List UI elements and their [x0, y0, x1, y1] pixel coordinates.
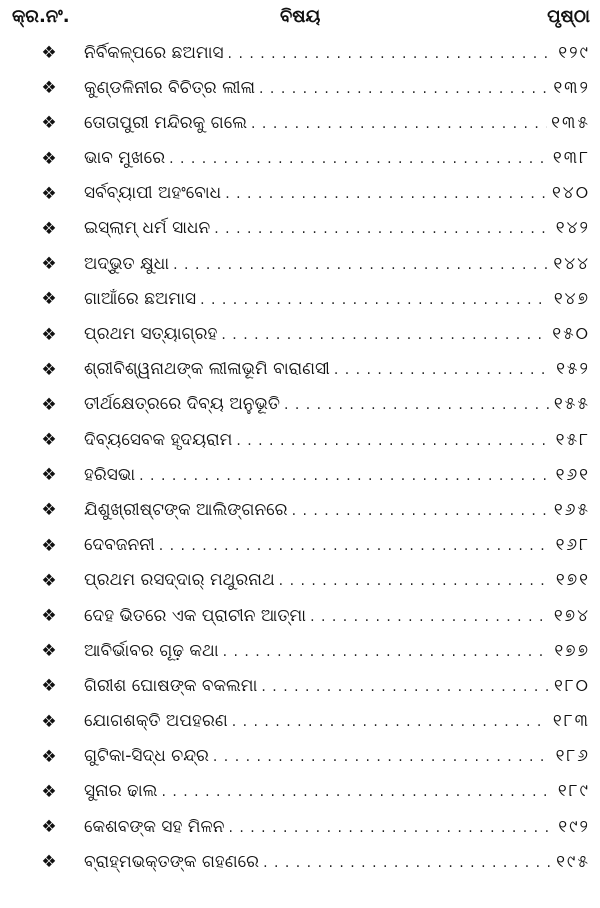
diamond-cluster-icon: ❖: [41, 218, 57, 239]
entry-page-number: ୧୯୫: [556, 851, 590, 872]
entry-title: ଗିରୀଶ ଘୋଷଙ୍କ ବକଲମା: [84, 675, 258, 696]
dot-leader: [213, 740, 552, 775]
list-item: [0, 599, 600, 634]
entry-line: [84, 739, 590, 775]
list-item: [0, 71, 600, 106]
entry-page-number: ୧୪୨: [555, 218, 590, 239]
entry-line: [84, 211, 590, 247]
entry-title: ଆବିର୍ଭାବର ଗୂଢ଼ କଥା: [84, 640, 219, 661]
entry-title: ପ୍ରଥମ ରସଦ୍‌ଦାର୍ ମଥୁରନାଥ: [84, 570, 275, 591]
entry-page-number: ୧୫୫: [553, 394, 590, 415]
entry-page-number: ୧୩୮: [552, 148, 590, 169]
dot-leader: [232, 705, 549, 740]
dot-leader: [310, 600, 550, 635]
list-item: [0, 247, 600, 282]
entry-page-number: ୧୯୨: [558, 816, 590, 837]
dot-leader: [223, 635, 551, 670]
entry-line: [84, 599, 590, 635]
diamond-cluster-icon: ❖: [41, 852, 57, 873]
dot-leader: [221, 318, 548, 353]
list-item: [0, 705, 600, 740]
entry-line: [84, 36, 590, 72]
entry-page-number: ୧୮୬: [555, 746, 590, 767]
entry-line: [84, 141, 590, 177]
entry-line: [84, 458, 590, 494]
entry-title: ଯୋଗଶକ୍ତି ଅପହରଣ: [84, 711, 228, 732]
diamond-cluster-icon: ❖: [41, 746, 57, 767]
dot-leader: [214, 212, 552, 247]
entry-page-number: ୧୫୨: [556, 359, 590, 380]
dot-leader: [251, 107, 547, 142]
entry-line: [84, 704, 590, 740]
dot-leader: [284, 388, 550, 423]
diamond-cluster-icon: ❖: [41, 289, 57, 310]
dot-leader: [228, 811, 554, 846]
entry-line: [84, 528, 590, 564]
subject-heading: ବିଷୟ: [280, 6, 321, 27]
dot-leader: [261, 670, 550, 705]
entry-title: ଯିଶୁଖ୍ରୀଷ୍ଟଙ୍କ ଆଲିଙ୍ଗନରେ: [84, 499, 288, 520]
diamond-cluster-icon: ❖: [41, 394, 57, 415]
entry-title: ଦିବ୍ୟସେବକ ହୃଦୟରାମ: [84, 429, 233, 450]
list-item: [0, 353, 600, 388]
entry-line: [84, 176, 590, 212]
entry-title: କୁଣ୍ଡଳିନୀର ବିଚିତ୍ର ଲୀଳା: [84, 77, 256, 98]
entry-page-number: ୧୬୧: [555, 464, 590, 485]
entry-page-number: ୧୭୪: [553, 605, 590, 626]
entry-title: ଦେବଜନନୀ: [84, 535, 155, 556]
dot-leader: [139, 459, 551, 494]
entry-page-number: ୧୩୫: [551, 112, 590, 133]
entry-line: [84, 810, 590, 846]
entry-title: ଦେହ ଭିତରେ ଏକ ପ୍ରାଚୀନ ଆତ୍ମା: [84, 605, 307, 626]
entry-title: ବ୍ରାହ୍ମଭକ୍ତଙ୍କ ଗହଣରେ: [84, 851, 260, 872]
entry-title: କେଶବଙ୍କ ସହ ମିଳନ: [84, 816, 225, 837]
diamond-cluster-icon: ❖: [41, 535, 57, 556]
entry-line: [84, 669, 590, 705]
diamond-cluster-icon: ❖: [41, 113, 57, 134]
entry-page-number: ୧୬୮: [555, 535, 590, 556]
entry-page-number: ୧୫୮: [555, 429, 590, 450]
diamond-cluster-icon: ❖: [41, 148, 57, 169]
list-item: [0, 423, 600, 458]
list-item: [0, 740, 600, 775]
entry-page-number: ୧୩୨: [553, 77, 590, 98]
diamond-cluster-icon: ❖: [41, 606, 57, 626]
entry-page-number: ୧୭୧: [555, 570, 590, 591]
dot-leader: [228, 37, 555, 72]
dot-leader: [263, 846, 552, 881]
diamond-cluster-icon: ❖: [41, 570, 57, 591]
dot-leader: [159, 529, 552, 564]
entry-title: ଅଦ୍ଭୁତ କ୍ଷୁଧା: [84, 253, 170, 274]
list-item: [0, 634, 600, 669]
entry-page-number: ୧୮୦: [553, 675, 590, 696]
dot-leader: [161, 775, 553, 810]
entry-line: [84, 387, 590, 423]
entry-line: [84, 493, 590, 529]
diamond-cluster-icon: ❖: [41, 781, 57, 802]
entry-page-number: ୧୪୭: [553, 288, 590, 309]
entry-title: ହରିସଭା: [84, 464, 136, 485]
list-item: [0, 810, 600, 845]
diamond-cluster-icon: ❖: [41, 43, 57, 63]
entry-page-number: ୧୮୯: [557, 781, 590, 802]
entry-title: ତୋତାପୁରୀ ମନ୍ଦିରକୁ ଗଲେ: [84, 112, 248, 133]
dot-leader: [259, 72, 549, 107]
entry-line: [84, 317, 590, 353]
list-item: [0, 458, 600, 493]
dot-leader: [225, 177, 548, 212]
diamond-cluster-icon: ❖: [41, 430, 57, 451]
entry-line: [84, 282, 590, 318]
entry-page-number: ୧୮୩: [552, 711, 590, 732]
list-item: [0, 845, 600, 880]
entry-line: [84, 71, 590, 107]
page-heading: ପୃଷ୍ଠା: [547, 6, 590, 27]
entry-page-number: ୧୭୭: [554, 640, 590, 661]
entry-line: [84, 774, 590, 810]
entry-page-number: ୧୪୦: [551, 183, 590, 204]
diamond-cluster-icon: ❖: [41, 78, 57, 99]
entry-line: [84, 634, 590, 670]
list-item: [0, 36, 600, 71]
list-item: [0, 177, 600, 212]
entry-title: ଶ୍ରୀବିଶ୍ୱନାଥଙ୍କ ଲୀଳାଭୂମି ବାରାଣସୀ: [84, 359, 330, 380]
dot-leader: [279, 564, 552, 599]
contents-list: [0, 36, 600, 881]
entry-title: ପ୍ରଥମ ସତ୍ୟାଗ୍ରହ: [84, 324, 218, 344]
entry-title: ସୁନାର ଢାଲ: [84, 781, 158, 802]
list-item: [0, 564, 600, 599]
list-item: [0, 142, 600, 177]
list-item: [0, 388, 600, 423]
diamond-cluster-icon: ❖: [41, 500, 57, 521]
entry-title: ଭାବ ମୁଖରେ: [84, 148, 166, 169]
entry-title: ଇସ୍‌ଲାମ୍ ଧର୍ମ ସାଧନ: [84, 218, 211, 239]
dot-leader: [334, 353, 552, 388]
entry-title: ନିର୍ବିକଳ୍ପରେ ଛଅମାସ: [84, 42, 224, 63]
entry-title: ସର୍ବବ୍ୟାପୀ ଅହଂବୋଧ: [84, 183, 222, 204]
list-item: [0, 775, 600, 810]
diamond-cluster-icon: ❖: [41, 641, 57, 662]
dot-leader: [173, 248, 549, 283]
diamond-cluster-icon: ❖: [41, 465, 57, 486]
entry-line: [84, 247, 590, 283]
dot-leader: [169, 142, 549, 177]
dot-leader: [236, 424, 551, 459]
entry-page-number: ୧୪୪: [553, 253, 590, 274]
entry-line: [84, 563, 590, 599]
diamond-cluster-icon: ❖: [41, 324, 57, 345]
entry-line: [84, 352, 590, 388]
entry-title: ତୀର୍ଥକ୍ଷେତ୍ରରେ ଦିବ୍ୟ ଅନୁଭୂତି: [84, 394, 280, 415]
diamond-cluster-icon: ❖: [41, 817, 57, 838]
dot-leader: [292, 494, 550, 529]
list-item: [0, 529, 600, 564]
diamond-cluster-icon: ❖: [41, 359, 57, 380]
diamond-cluster-icon: ❖: [41, 183, 57, 204]
entry-line: [84, 106, 590, 142]
entry-line: [84, 423, 590, 459]
list-item: [0, 212, 600, 247]
diamond-cluster-icon: ❖: [41, 254, 57, 275]
list-item: [0, 669, 600, 704]
list-item: [0, 318, 600, 353]
serial-number-heading: କ୍ର.ନଂ.: [12, 6, 70, 27]
entry-line: [84, 845, 590, 881]
entry-title: ଗୁଟିକା-ସିଦ୍ଧ ଚନ୍ଦ୍ର: [84, 746, 209, 767]
entry-page-number: ୧୫୦: [552, 324, 590, 344]
diamond-cluster-icon: ❖: [41, 676, 57, 697]
list-item: [0, 493, 600, 528]
list-item: [0, 106, 600, 141]
list-item: [0, 282, 600, 317]
diamond-cluster-icon: ❖: [41, 711, 57, 732]
entry-page-number: ୧୬୫: [553, 499, 590, 520]
entry-title: ଗାଆଁରେ ଛଅମାସ: [84, 288, 197, 309]
dot-leader: [200, 283, 550, 318]
entry-page-number: ୧୨୯: [558, 42, 590, 63]
contents-header: [0, 6, 600, 32]
